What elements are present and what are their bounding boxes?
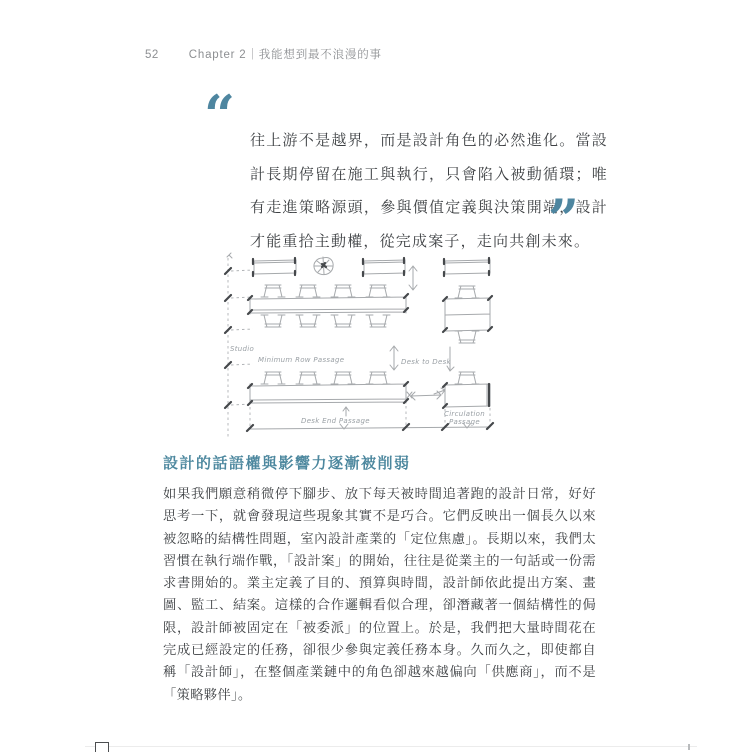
close-quote-icon: ” [548,187,580,251]
desk-to-desk-label: Desk to Desk [401,358,451,366]
circulation-label-2: Passage [449,418,480,426]
next-page-tick [688,744,690,750]
desk-layout-sketch [198,250,543,445]
chapter-title: Chapter 2｜我能想到最不浪漫的事 [188,49,382,61]
desk-bank-2 [248,382,412,416]
page-number: 52 [145,49,159,61]
desk-end-passage-label: Desk End Passage [301,417,370,425]
section-heading: 設計的話語權與影響力逐漸被削弱 [163,455,411,472]
desk-to-desk-arrow [390,346,398,370]
pull-quote: 往上游不是越界，而是設計角色的必然進化。當設計長期停留在施工與執行，只會陷入被動循環；唯有走進策略源頭，參與價值定義與決策開端，設計才能重拾主動權，從完成案子，走向共創未來。 [250,132,608,250]
circulation-arrow [411,391,441,400]
right-desk-column [434,286,492,408]
row-spacing-arrow [409,266,417,290]
top-desk-row [253,258,490,276]
open-quote-icon: “ [204,83,236,147]
circulation-label-1: Circulation [444,410,485,418]
desk-bank-1 [248,294,408,314]
plant-icon [314,257,333,275]
next-page-divider [85,746,697,747]
body-paragraph: 如果我們願意稍微停下腳步、放下每天被時間追著跑的設計日常，好好思考一下，就會發現這些現象其實不是巧合。它們反映出一個長久以來被忽略的結構性問題，室內設計產業的「定位焦慮」。長期以來，我們太習慣在執行端作戰，「設計案」的開始，往往是從業主的一句話或一份需求書開始的。業主定義了目的、預算與時間，設計師依此提出方案、畫圖、監工、結案。這樣的合作邏輯看似合理，卻潛藏著一個結構性的侷限，設計師被固定在「被委派」的位置上。於是，我們把大量時間花在完成已經設定的任務，卻很少參與定義任務本身。久而久之，即使都自稱「設計師」，在整個產業鏈中的角色卻越來越偏向「供應商」，而不是「策略夥伴」。 [163,486,596,702]
studio-label: Studio [230,345,255,353]
running-header [145,46,382,62]
row-passage-label: Minimum Row Passage [258,356,345,364]
next-page-partial-glyph [95,742,109,752]
